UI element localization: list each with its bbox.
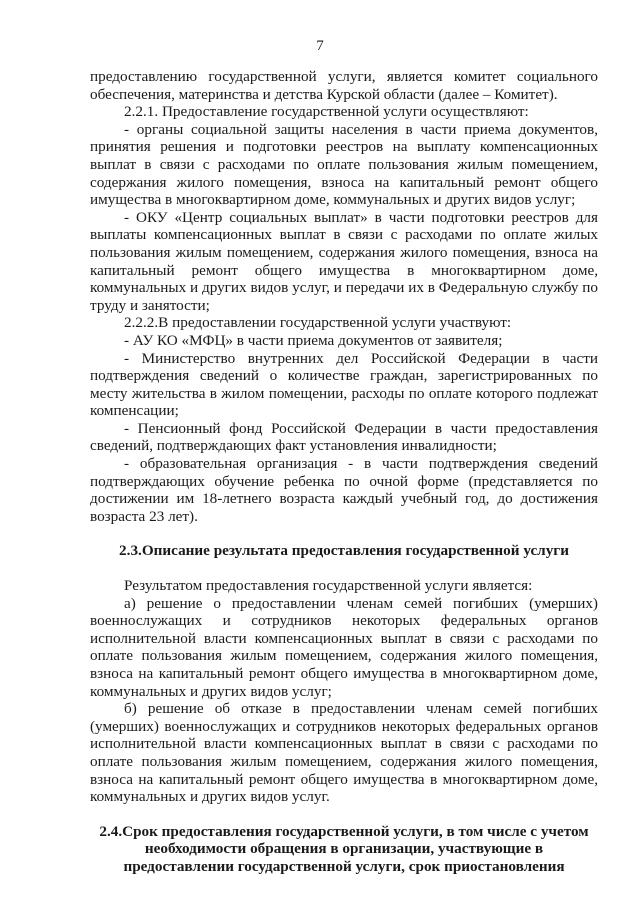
paragraph-result-a: а) решение о предоставлении членам семей погибших (умерших) военнослужащих и сотрудников некоторых федеральных органов исполнительной власти компенсационных выплат в связи с расходами по оплате пользования жилым помещением, содержания жилого помещения, взноса на капитальный ремонт общего имущества в многоквартирном доме, коммунальных и других видов услуг; (90, 594, 598, 700)
paragraph-2-2-1: 2.2.1. Предоставление государственной услуги осуществляют: (124, 103, 529, 121)
paragraph-oku-center: - ОКУ «Центр социальных выплат» в части подготовки реестров для выплаты компенсационных выплат в связи с расходами по оплате жилых пользования жилым помещением, содержания жилого помещения, взноса на капитальный ремонт общего имущества в многоквартирном доме, коммунальных и других видов услуг, и передачи их в Федеральную службу по труду и занятости; (90, 208, 598, 314)
paragraph-2-2-2: 2.2.2.В предоставлении государственной услуги участвуют: (124, 314, 512, 332)
paragraph-mfc: - АУ КО «МФЦ» в части приема документов от заявителя; (124, 331, 503, 349)
paragraph-result-intro: Результатом предоставления государственной услуги является: (124, 577, 533, 595)
paragraph-committee: предоставлению государственной услуги, является комитет социального обеспечения, материнства и детства Курской области (далее – Комитет). (90, 68, 598, 103)
paragraph-education-org: - образовательная организация - в части подтверждения сведений подтверждающих обучение ребенка по очной форме (представляется по достижении им 18-летнего возраста каждый учебный год, до достижения возраста 23 лет). (90, 455, 598, 525)
page-number: 7 (316, 38, 324, 54)
paragraph-pension-fund: - Пенсионный фонд Российской Федерации в части предоставления сведений, подтверждающих факт установления инвалидности; (90, 419, 598, 455)
heading-section-2-3: 2.3.Описание результата предоставления государственной услуги (119, 542, 569, 560)
document-body (90, 68, 598, 876)
heading-section-2-4-line2: необходимости обращения в организации, участвующие в (144, 840, 544, 858)
paragraph-social-protection: - органы социальной защиты населения в части приема документов, принятия решения и подготовки реестров на выплату компенсационных выплат в связи с расходами по оплате пользования жилым помещением, содержания жилого помещения, взноса на капитальный ремонт общего имущества в многоквартирном доме, коммунальных и других видов услуг; (90, 120, 598, 209)
heading-section-2-4-line1: 2.4.Срок предоставления государственной услуги, в том числе с учетом (99, 822, 589, 840)
paragraph-result-b: б) решение об отказе в предоставлении членам семей погибших (умерших) военнослужащих и сотрудников некоторых федеральных органов исполнительной власти компенсационных выплат в связи с расходами по оплате пользования жилым помещением, содержания жилого помещения, взноса на капитальный ремонт общего имущества в многоквартирном доме, коммунальных и других видов услуг. (90, 700, 598, 806)
heading-section-2-4-line3: предоставлении государственной услуги, срок приостановления (123, 857, 565, 875)
paragraph-mvd: - Министерство внутренних дел Российской Федерации в части подтверждения сведений о количестве граждан, зарегистрированных по месту жительства в жилом помещении, расходы по оплате которого подлежат компенсации; (90, 349, 598, 420)
